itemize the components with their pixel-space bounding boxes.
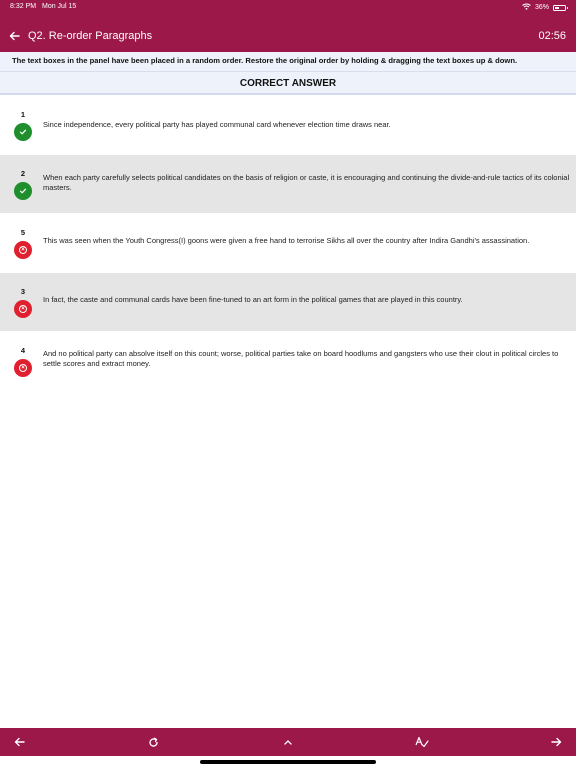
paragraph-text: This was seen when the Youth Congress(I) goons were given a free hand to terrorise Sikhs all over the country after Indira Gandhi's assassination. <box>43 236 530 245</box>
status-time: 8:32 PM <box>10 3 37 10</box>
timer: 02:56 <box>538 30 566 42</box>
x-circle-icon: × <box>14 359 32 377</box>
paragraph-number: 5 <box>20 228 26 237</box>
wifi-icon <box>522 3 531 12</box>
spellcheck-button[interactable] <box>413 733 431 751</box>
page-title: Q2. Re-order Paragraphs <box>28 30 153 42</box>
status-right <box>522 3 566 12</box>
collapse-button[interactable] <box>279 733 297 751</box>
paragraph-text: In fact, the caste and communal cards have been fine-tuned to an art form in the political games that are played in this country. <box>43 295 463 304</box>
check-circle-icon <box>14 182 32 200</box>
paragraph-number: 1 <box>20 110 26 119</box>
status-bar <box>0 0 576 14</box>
paragraph-row[interactable] <box>0 273 576 331</box>
paragraph-row[interactable] <box>0 332 576 390</box>
paragraph-number: 4 <box>20 346 26 355</box>
battery-percent: 36% <box>534 4 549 11</box>
paragraph-row[interactable] <box>0 96 576 154</box>
back-button[interactable] <box>6 26 22 46</box>
paragraph-text: When each party carefully selects political candidates on the basis of religion or caste, it is encouraging and continuing the divide-and-rule tactics of its colonial masters. <box>43 173 570 192</box>
x-circle-icon: × <box>14 300 32 318</box>
app-header <box>0 0 576 52</box>
paragraph-text: Since independence, every political party has played communal card whenever election time draws near. <box>43 120 391 129</box>
spellcheck-icon <box>415 736 429 748</box>
paragraph-text: And no political party can absolve itself on this count; worse, political parties take on board hoodlums and gangsters who use their clout in political circles to settle scores and extract money. <box>43 349 559 368</box>
arrow-right-icon <box>551 737 562 747</box>
home-indicator[interactable] <box>200 760 376 764</box>
paragraph-row[interactable] <box>0 155 576 213</box>
section-title: CORRECT ANSWER <box>0 71 576 95</box>
battery-icon <box>553 5 566 11</box>
chevron-up-icon <box>283 739 293 746</box>
previous-button[interactable] <box>10 733 28 751</box>
title-bar <box>0 24 576 50</box>
check-circle-icon <box>14 123 32 141</box>
arrow-left-icon <box>14 737 25 747</box>
refresh-icon <box>148 737 159 748</box>
paragraph-row[interactable] <box>0 214 576 272</box>
x-circle-icon: × <box>14 241 32 259</box>
instruction-text: The text boxes in the panel have been placed in a random order. Restore the original order by holding & dragging the text boxes up & down. <box>0 52 576 71</box>
arrow-left-icon <box>9 31 20 41</box>
status-date: Mon Jul 15 <box>42 3 77 10</box>
bottom-toolbar <box>0 728 576 756</box>
paragraph-number: 2 <box>20 169 26 178</box>
next-button[interactable] <box>547 733 565 751</box>
paragraph-number: 3 <box>20 287 26 296</box>
refresh-button[interactable] <box>144 733 162 751</box>
